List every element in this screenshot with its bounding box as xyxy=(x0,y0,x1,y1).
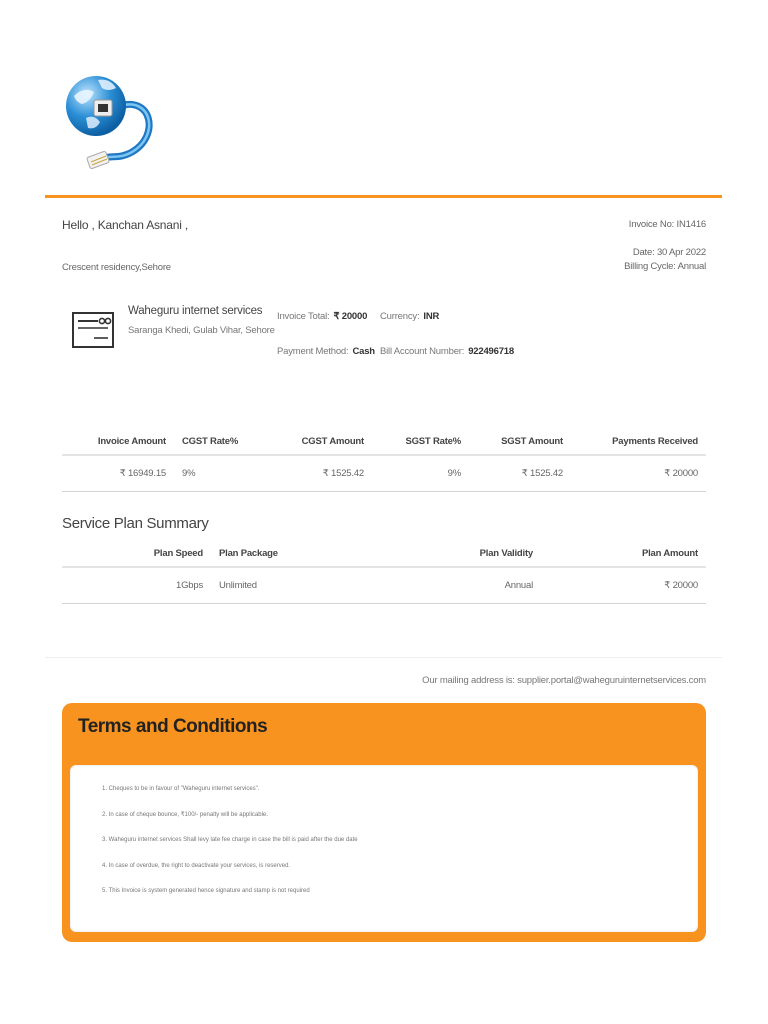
header-divider xyxy=(45,195,722,198)
customer-greeting: Hello , Kanchan Asnani , xyxy=(62,218,188,232)
terms-item: 2. In case of cheque bounce, ₹100/- penalty will be applicable. xyxy=(102,812,268,818)
currency-value: INR xyxy=(423,311,440,322)
footer-divider xyxy=(45,657,722,658)
col-plan-amount: Plan Amount xyxy=(541,541,706,567)
bill-account-label: Bill Account Number: xyxy=(380,346,465,357)
payment-method-value: Cash xyxy=(352,346,375,357)
supplier-name: Waheguru internet services xyxy=(128,305,263,317)
col-payments-received: Payments Received xyxy=(571,429,706,455)
payment-method xyxy=(277,346,375,357)
invoice-date: Date: 30 Apr 2022 xyxy=(632,247,706,258)
terms-item: 3. Waheguru internet services Shall levy late fee charge in case the bill is paid after the due date xyxy=(102,837,358,843)
invoice-total xyxy=(277,311,367,322)
currency xyxy=(380,311,439,322)
terms-list xyxy=(70,765,698,932)
terms-item: 1. Cheques to be in favour of "Waheguru internet services". xyxy=(102,786,260,792)
cell-sgst-amount: ₹ 1525.42 xyxy=(469,455,571,491)
terms-panel xyxy=(62,703,706,942)
col-plan-validity: Plan Validity xyxy=(425,541,541,567)
bill-account-value: 922496718 xyxy=(468,346,514,357)
cell-cgst-rate: 9% xyxy=(174,455,284,491)
col-sgst-amount: SGST Amount xyxy=(469,429,571,455)
cell-plan-validity: Annual xyxy=(425,567,541,603)
cell-invoice-amount: ₹ 16949.15 xyxy=(62,455,174,491)
supplier-address: Saranga Khedi, Gulab Vihar, Sehore xyxy=(128,325,275,336)
cell-cgst-amount: ₹ 1525.42 xyxy=(284,455,372,491)
cell-plan-package: Unlimited xyxy=(211,567,425,603)
table-header-row xyxy=(62,541,706,567)
globe-network-cable-icon xyxy=(60,66,156,178)
terms-title: Terms and Conditions xyxy=(78,716,268,737)
service-plan-table xyxy=(62,541,706,604)
cell-payments-received: ₹ 20000 xyxy=(571,455,706,491)
invoice-total-value: ₹ 20000 xyxy=(333,311,368,322)
cell-plan-speed: 1Gbps xyxy=(62,567,211,603)
service-plan-title: Service Plan Summary xyxy=(62,515,209,532)
terms-item: 4. In case of overdue, the right to deactivate your services, is reserved. xyxy=(102,863,291,869)
cell-plan-amount: ₹ 20000 xyxy=(541,567,706,603)
col-plan-speed: Plan Speed xyxy=(62,541,211,567)
customer-address: Crescent residency,Sehore xyxy=(62,262,171,273)
bill-account-number xyxy=(380,346,514,357)
table-row xyxy=(62,567,706,603)
col-cgst-rate: CGST Rate% xyxy=(174,429,284,455)
invoice-number: Invoice No: IN1416 xyxy=(628,219,706,230)
invoice-total-label: Invoice Total: xyxy=(277,311,330,322)
currency-label: Currency: xyxy=(380,311,420,322)
col-cgst-amount: CGST Amount xyxy=(284,429,372,455)
col-plan-package: Plan Package xyxy=(211,541,425,567)
col-invoice-amount: Invoice Amount xyxy=(62,429,174,455)
payment-method-label: Payment Method: xyxy=(277,346,349,357)
billing-cycle: Billing Cycle: Annual xyxy=(624,261,706,272)
invoice-amounts-table xyxy=(62,429,706,492)
table-row xyxy=(62,455,706,491)
bill-document-icon xyxy=(72,312,114,348)
col-sgst-rate: SGST Rate% xyxy=(372,429,469,455)
table-header-row xyxy=(62,429,706,455)
terms-item: 5. This Invoice is system generated hence signature and stamp is not required xyxy=(102,888,310,894)
mailing-address: Our mailing address is: supplier.portal@waheguruinternetservices.com xyxy=(422,675,706,686)
cell-sgst-rate: 9% xyxy=(372,455,469,491)
